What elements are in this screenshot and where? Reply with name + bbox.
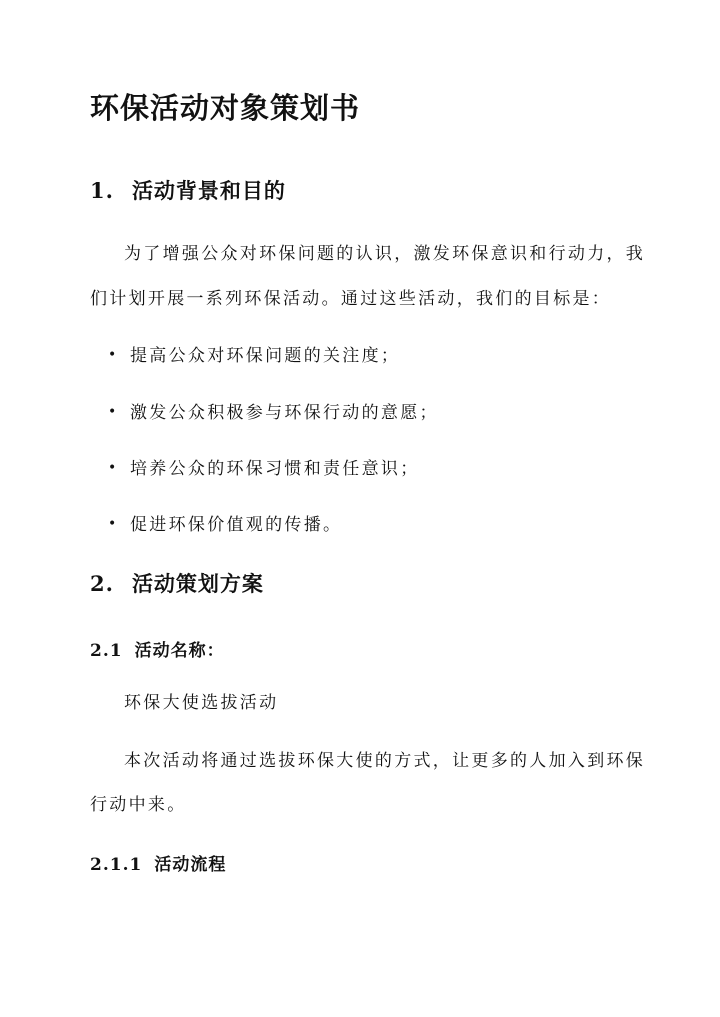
subsection-2-1-1-title: 活动流程 (154, 855, 227, 875)
subsection-2-1-number: 2.1 (90, 641, 123, 661)
bullet-icon: • (108, 404, 119, 420)
goal-list-item (108, 341, 400, 366)
goal-list-item (108, 454, 420, 479)
section-1-title: 活动背景和目的 (131, 178, 286, 203)
goal-text: 培养公众的环保习惯和责任意识； (130, 459, 420, 479)
bullet-icon: • (108, 516, 119, 532)
goal-list-item (108, 398, 439, 423)
subsection-2-1-1-heading (90, 850, 226, 875)
activity-description-line-1: 本次活动将通过选拔环保大使的方式，让更多的人加入到环保 (124, 751, 646, 771)
section-1-heading (90, 175, 286, 205)
activity-description-line-2: 行动中来。 (90, 795, 187, 815)
goal-list-item (108, 510, 342, 535)
goal-text: 促进环保价值观的传播。 (130, 515, 343, 535)
section-1-intro-line-2: 们计划开展一系列环保活动。通过这些活动，我们的目标是： (90, 289, 612, 309)
bullet-icon: • (108, 460, 119, 476)
subsection-2-1-heading (90, 636, 225, 661)
bullet-icon: • (108, 347, 119, 363)
document-title: 环保活动对象策划书 (90, 91, 361, 125)
activity-name: 环保大使选拔活动 (124, 693, 279, 713)
subsection-2-1-1-number: 2.1.1 (90, 855, 143, 875)
section-2-heading (90, 568, 264, 598)
section-2-title: 活动策划方案 (131, 571, 264, 596)
goal-text: 提高公众对环保问题的关注度； (130, 346, 401, 366)
section-2-number: 2. (90, 571, 114, 596)
section-1-number: 1. (90, 178, 114, 203)
goal-text: 激发公众积极参与环保行动的意愿； (130, 403, 439, 423)
section-1-intro-line-1: 为了增强公众对环保问题的认识，激发环保意识和行动力，我 (124, 244, 646, 264)
subsection-2-1-title: 活动名称： (134, 641, 225, 661)
